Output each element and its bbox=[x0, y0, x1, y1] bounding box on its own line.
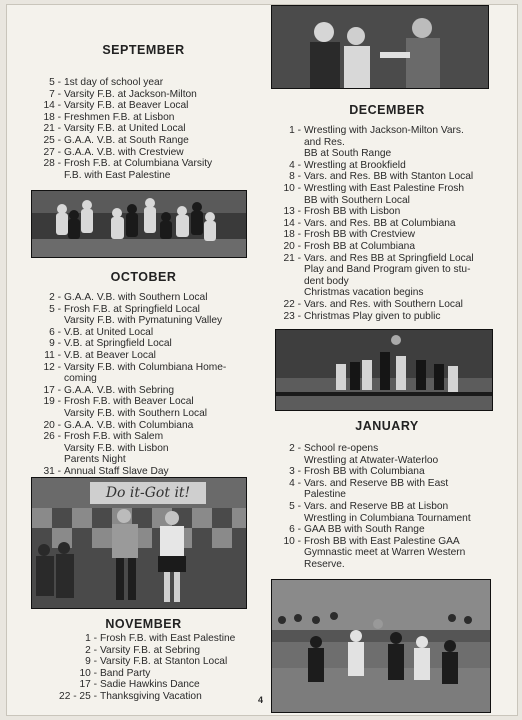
december-heading: DECEMBER bbox=[349, 103, 425, 117]
event-text: Wrestling with Jackson-Milton Vars. and Res. BB at South Range bbox=[304, 125, 464, 160]
event-date: 13 - bbox=[283, 206, 301, 218]
event-date: 17 - bbox=[79, 679, 97, 691]
october-event-item bbox=[31, 431, 256, 466]
event-date: 9 - bbox=[85, 656, 97, 668]
event-date: 4 - bbox=[289, 159, 301, 171]
dance-sign-text: Do it-Got it! bbox=[105, 485, 191, 501]
event-date: 14 - bbox=[283, 217, 301, 229]
event-date: 17 - bbox=[43, 384, 61, 396]
event-date: 11 - bbox=[44, 349, 61, 361]
event-date: 22 - bbox=[283, 298, 301, 310]
december-event-item bbox=[271, 311, 503, 323]
december-event-item bbox=[271, 241, 503, 253]
event-text: Thanksgiving Vacation bbox=[100, 690, 202, 702]
event-date: 2 - bbox=[85, 644, 97, 656]
event-date: 8 - bbox=[289, 171, 301, 183]
event-text: Frosh BB with Crestview bbox=[304, 229, 415, 241]
event-date: 10 - bbox=[79, 667, 97, 679]
event-date: 19 - bbox=[43, 396, 61, 408]
event-date: 2 - bbox=[289, 443, 301, 454]
event-date: 27 - bbox=[43, 146, 61, 158]
yearbook-page bbox=[6, 4, 518, 716]
event-text: Varsity F.B. at United Local bbox=[64, 123, 186, 135]
event-date: 20 - bbox=[283, 240, 301, 252]
october-event-item bbox=[31, 396, 256, 419]
event-date: 21 - bbox=[283, 252, 301, 264]
event-date: 25 - bbox=[43, 134, 61, 146]
event-date: 1 - bbox=[289, 125, 301, 136]
december-event-item bbox=[271, 160, 503, 172]
event-text: Varsity F.B. at Beaver Local bbox=[64, 100, 189, 112]
event-date: 23 - bbox=[283, 310, 301, 322]
event-text: Frosh F.B. with Salem Varsity F.B. with Lisbon Parents Night bbox=[64, 431, 169, 466]
november-event-item bbox=[45, 679, 260, 691]
event-date: 5 - bbox=[289, 500, 301, 512]
event-date: 4 - bbox=[289, 477, 301, 489]
event-text: Sadie Hawkins Dance bbox=[100, 679, 200, 691]
december-event-item bbox=[271, 229, 503, 241]
september-event-item bbox=[31, 89, 256, 101]
event-text: Vars. and Reserve BB at Lisbon Wrestling in Columbiana Tournament bbox=[304, 500, 471, 524]
event-text: Vars. and Reserve BB with East Palestine bbox=[304, 477, 449, 501]
event-date: 5 - bbox=[49, 303, 61, 315]
football-photo bbox=[31, 190, 247, 258]
event-text: Varsity F.B. with Columbiana Home- coming bbox=[64, 361, 227, 385]
october-event-item bbox=[31, 362, 256, 385]
event-text: Frosh F.B. with Beaver Local Varsity F.B. with Southern Local bbox=[64, 396, 208, 419]
event-text: Vars. and Res. BB at Columbiana bbox=[304, 217, 456, 229]
event-text: Frosh BB at Columbiana bbox=[304, 240, 415, 252]
event-date: 9 - bbox=[49, 338, 61, 350]
event-date: 22 - 25 - bbox=[59, 690, 97, 702]
event-text: School re-opens Wrestling at Atwater-Waterloo bbox=[304, 443, 439, 466]
event-text: Varsity F.B. at Stanton Local bbox=[100, 656, 228, 668]
november-events bbox=[45, 633, 260, 703]
december-event-item bbox=[271, 183, 503, 206]
event-text: Vars. and Res. BB with Stanton Local bbox=[304, 171, 474, 183]
event-text: V.B. at United Local bbox=[64, 326, 154, 338]
event-text: Christmas Play given to public bbox=[304, 310, 441, 322]
september-event-item bbox=[31, 100, 256, 112]
event-text: G.A.A. V.B. with Columbiana bbox=[64, 419, 194, 431]
event-date: 18 - bbox=[283, 229, 301, 241]
december-event-item bbox=[271, 299, 503, 311]
january-event-item bbox=[271, 478, 503, 501]
event-date: 31 - bbox=[43, 465, 61, 477]
september-event-item bbox=[31, 77, 256, 89]
september-event-item bbox=[31, 147, 256, 159]
event-date: 7 - bbox=[49, 88, 61, 100]
event-text: Wrestling with East Palestine Frosh BB with Southern Local bbox=[304, 182, 465, 206]
event-text: G.A.A. V.B. with Southern Local bbox=[64, 292, 208, 303]
event-text: Vars. and Res BB at Springfield Local Play and Band Program given to stu- dent body Christmas vacation begins bbox=[304, 252, 474, 299]
event-date: 1 - bbox=[85, 633, 97, 644]
november-event-item bbox=[45, 668, 260, 680]
october-event-item bbox=[31, 292, 256, 304]
event-text: Wrestling at Brookfield bbox=[304, 159, 406, 171]
basketball-photo bbox=[275, 329, 493, 411]
event-date: 20 - bbox=[43, 419, 61, 431]
event-text: G.A.A. V.B. at South Range bbox=[64, 134, 189, 146]
october-events bbox=[31, 292, 256, 478]
january-events bbox=[271, 443, 503, 571]
october-event-item bbox=[31, 350, 256, 362]
event-date: 14 - bbox=[43, 100, 61, 112]
event-text: Freshmen F.B. at Lisbon bbox=[64, 111, 175, 123]
january-event-item bbox=[271, 443, 503, 466]
event-date: 18 - bbox=[43, 111, 61, 123]
january-event-item bbox=[271, 466, 503, 478]
october-event-item bbox=[31, 338, 256, 350]
january-event-item bbox=[271, 536, 503, 571]
november-event-item bbox=[45, 633, 260, 645]
november-heading: NOVEMBER bbox=[105, 617, 182, 631]
october-event-item bbox=[31, 385, 256, 397]
october-event-item bbox=[31, 304, 256, 327]
event-text: Band Party bbox=[100, 667, 151, 679]
october-heading: OCTOBER bbox=[110, 270, 177, 284]
event-text: Frosh BB with Columbiana bbox=[304, 466, 425, 478]
event-text: Frosh F.B. at Columbiana Varsity F.B. with East Palestine bbox=[64, 158, 213, 181]
event-date: 12 - bbox=[43, 361, 61, 373]
event-date: 26 - bbox=[43, 431, 61, 443]
event-text: G.A.A. V.B. with Crestview bbox=[64, 146, 184, 158]
september-heading: SEPTEMBER bbox=[102, 43, 185, 57]
event-text: Varsity F.B. at Jackson-Milton bbox=[64, 88, 197, 100]
event-date: 5 - bbox=[49, 77, 61, 88]
december-event-item bbox=[271, 125, 503, 160]
event-text: GAA BB with South Range bbox=[304, 524, 425, 536]
event-text: 1st day of school year bbox=[64, 77, 164, 88]
december-event-item bbox=[271, 253, 503, 299]
september-event-item bbox=[31, 158, 256, 181]
december-events bbox=[271, 125, 503, 322]
november-event-item bbox=[45, 656, 260, 668]
event-text: Frosh F.B. at Springfield Local Varsity F.B. with Pymatuning Valley bbox=[64, 303, 223, 327]
december-event-item bbox=[271, 218, 503, 230]
play-photo bbox=[271, 5, 489, 89]
january-event-item bbox=[271, 501, 503, 524]
dance-photo bbox=[31, 477, 247, 609]
event-text: G.A.A. V.B. with Sebring bbox=[64, 384, 175, 396]
event-date: 10 - bbox=[283, 535, 301, 547]
event-date: 10 - bbox=[283, 182, 301, 194]
page-number: 4 bbox=[258, 695, 264, 705]
september-events bbox=[31, 77, 256, 181]
event-text: Frosh BB with Lisbon bbox=[304, 206, 401, 218]
event-date: 28 - bbox=[43, 158, 61, 170]
event-date: 3 - bbox=[289, 466, 301, 478]
event-date: 6 - bbox=[289, 524, 301, 536]
january-heading: JANUARY bbox=[355, 419, 419, 433]
event-text: Vars. and Res. with Southern Local bbox=[304, 298, 463, 310]
event-text: Frosh BB with East Palestine GAA Gymnastic meet at Warren Western Reserve. bbox=[304, 535, 466, 570]
event-date: 2 - bbox=[49, 292, 61, 303]
event-text: V.B. at Springfield Local bbox=[64, 338, 172, 350]
october-event-item bbox=[31, 327, 256, 339]
event-date: 21 - bbox=[43, 123, 61, 135]
event-text: Frosh F.B. with East Palestine bbox=[100, 633, 236, 644]
november-event-item bbox=[45, 691, 260, 703]
event-text: Annual Staff Slave Day bbox=[64, 465, 169, 477]
november-event-item bbox=[45, 645, 260, 657]
january-event-item bbox=[271, 524, 503, 536]
september-event-item bbox=[31, 135, 256, 147]
december-event-item bbox=[271, 206, 503, 218]
event-text: V.B. at Beaver Local bbox=[64, 349, 156, 361]
october-event-item bbox=[31, 420, 256, 432]
event-date: 6 - bbox=[49, 326, 61, 338]
girls-basketball-photo bbox=[271, 579, 491, 713]
october-event-item bbox=[31, 466, 256, 478]
september-event-item bbox=[31, 123, 256, 135]
september-event-item bbox=[31, 112, 256, 124]
december-event-item bbox=[271, 171, 503, 183]
event-text: Varsity F.B. at Sebring bbox=[100, 644, 201, 656]
